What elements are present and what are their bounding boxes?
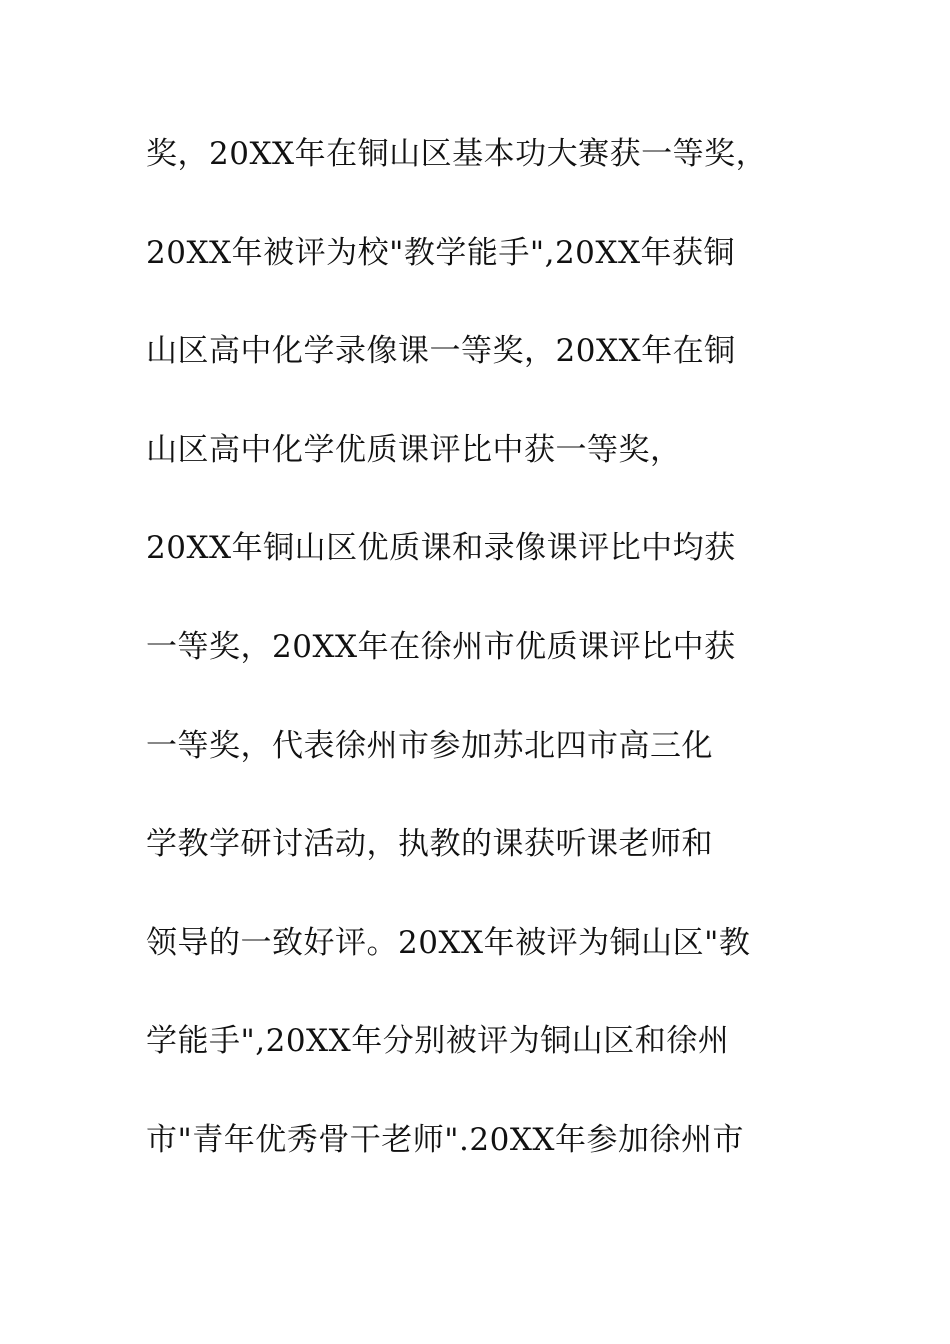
text-line: 领导的一致好评。20XX年被评为铜山区"教: [146, 924, 751, 961]
text-line: 山区高中化学录像课一等奖，20XX年在铜: [146, 333, 736, 370]
text-line: 学能手",20XX年分别被评为铜山区和徐州: [146, 1023, 730, 1060]
text-line: 一等奖，代表徐州市参加苏北四市高三化: [146, 727, 713, 764]
text-line: 山区高中化学优质课评比中获一等奖，: [146, 431, 682, 468]
text-line: 市"青年优秀骨干老师".20XX年参加徐州市: [146, 1121, 744, 1158]
text-line: 学教学研讨活动，执教的课获听课老师和: [146, 826, 713, 863]
text-line: 20XX年铜山区优质课和录像课评比中均获: [146, 530, 736, 567]
text-line: 奖，20XX年在铜山区基本功大赛获一等奖，: [146, 136, 768, 172]
body-text: [146, 127, 846, 1212]
text-line: 20XX年被评为校"教学能手",20XX年获铜: [146, 234, 736, 271]
text-line: 一等奖，20XX年在徐州市优质课评比中获: [146, 628, 736, 665]
